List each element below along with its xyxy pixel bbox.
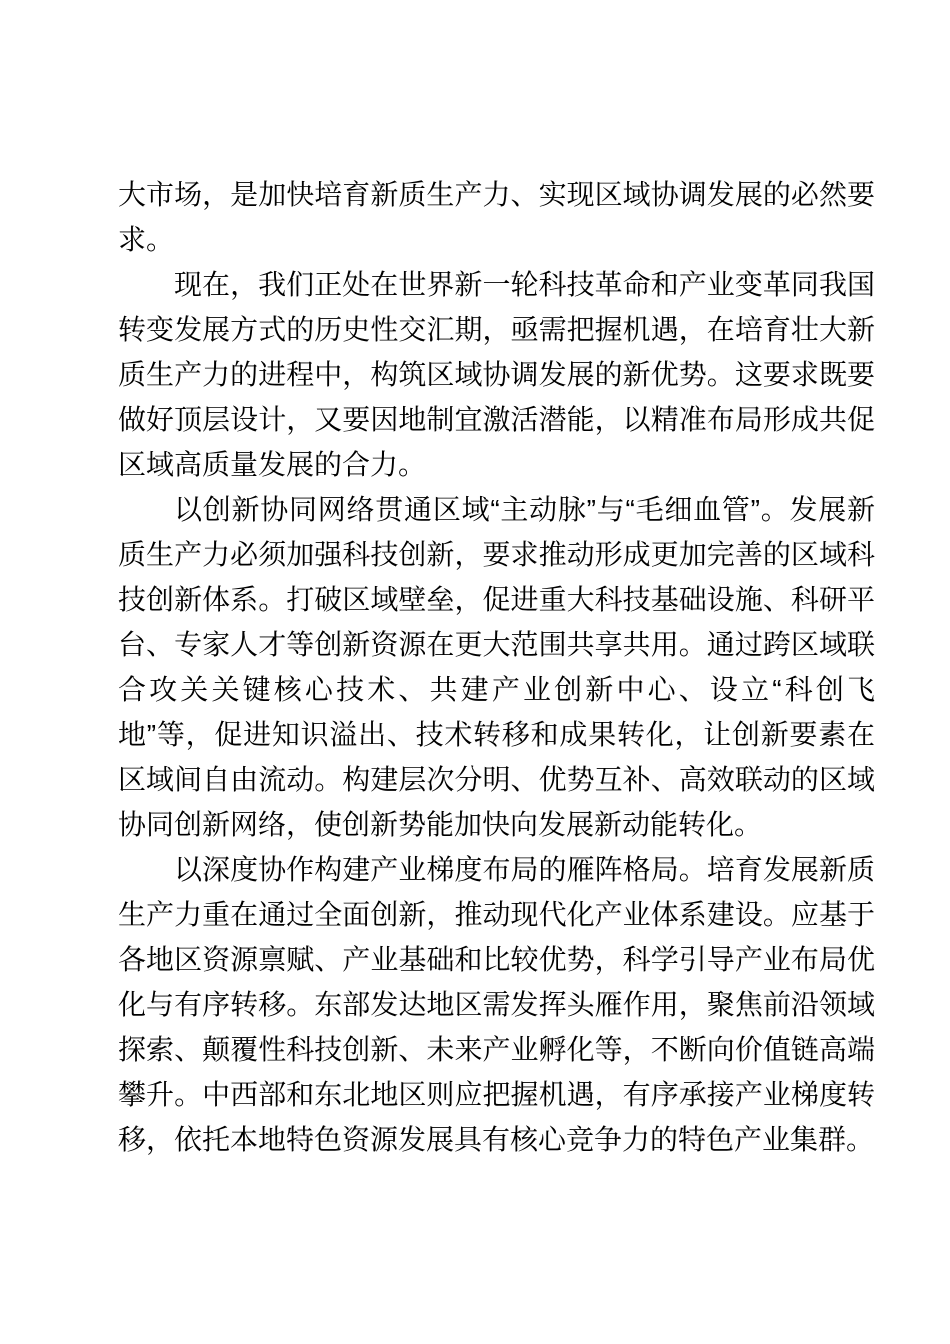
paragraph: 以创新协同网络贯通区域“主动脉”与“毛细血管”。发展新质生产力必须加强科技创新，要求推动形成更加完善的区域科技创新体系。打破区域壁垒，促进重大科技基础设施、科研平台、专家人才等创新资源在更大范围共享共用。通过跨区域联合攻关关键核心技术、共建产业创新中心、设立“科创飞地”等，促进知识溢出、技术转移和成果转化，让创新要素在区域间自由流动。构建层次分明、优势互补、高效联动的区域协同创新网络，使创新势能加快向发展新动能转化。 — [118, 494, 875, 840]
paragraph: 大市场，是加快培育新质生产力、实现区域协调发展的必然要求。 — [118, 179, 875, 255]
document-text-block — [118, 172, 875, 1162]
paragraph: 现在，我们正处在世界新一轮科技革命和产业变革同我国转变发展方式的历史性交汇期，亟需把握机遇，在培育壮大新质生产力的进程中，构筑区域协调发展的新优势。这要求既要做好顶层设计，又要因地制宜激活潜能，以精准布局形成共促区域高质量发展的合力。 — [118, 269, 875, 480]
paragraph: 以深度协作构建产业梯度布局的雁阵格局。培育发展新质生产力重在通过全面创新，推动现代化产业体系建设。应基于各地区资源禀赋、产业基础和比较优势，科学引导产业布局优化与有序转移。东部发达地区需发挥头雁作用，聚焦前沿领域探索、颠覆性科技创新、未来产业孵化等，不断向价值链高端攀升。中西部和东北地区则应把握机遇，有序承接产业梯度转移，依托本地特色资源发展具有核心竞争力的特色产业集群。 — [118, 854, 875, 1155]
